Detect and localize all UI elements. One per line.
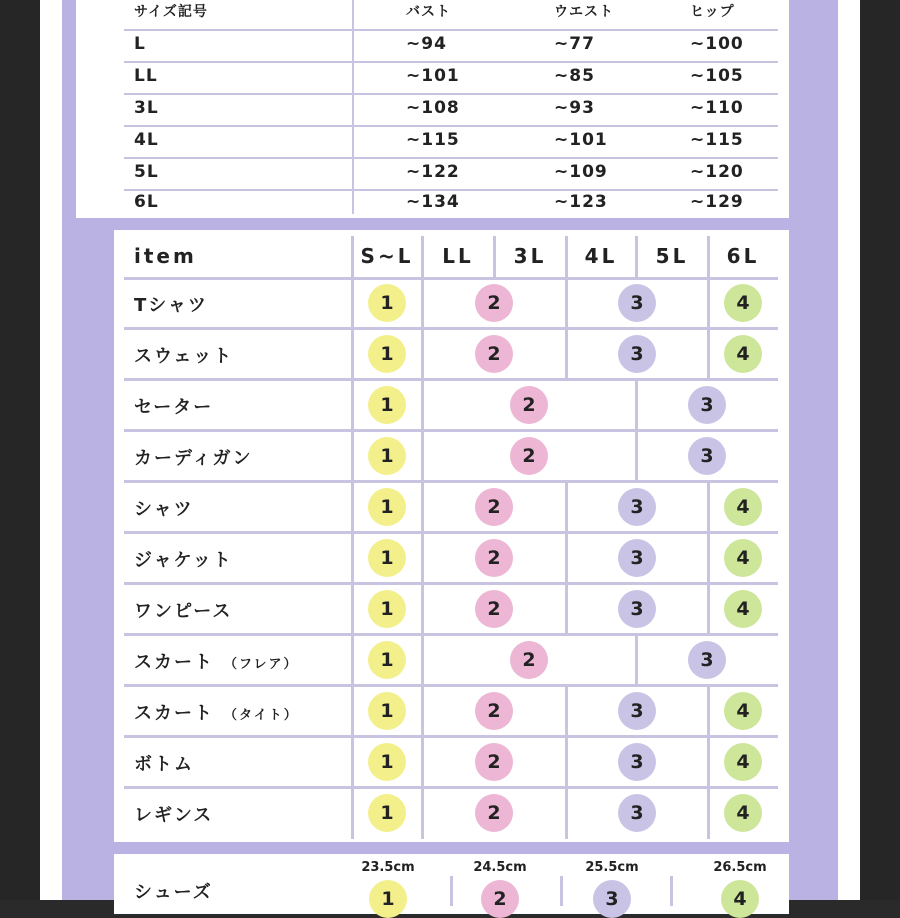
shoe-divider [450, 876, 453, 906]
size-table-row [124, 126, 778, 159]
header-size-2: 3L [513, 244, 547, 268]
header-size-3: 4L [584, 244, 618, 268]
size-mark-1: 1 [368, 488, 406, 526]
group-divider [635, 431, 638, 482]
measurement-cell: ~115 [406, 130, 460, 150]
size-table-header [124, 0, 778, 31]
measurement-cell: ~101 [406, 66, 460, 86]
header-divider [493, 236, 496, 278]
size-mark-3: 3 [688, 386, 726, 424]
group-divider [421, 584, 424, 635]
group-divider [421, 737, 424, 788]
group-divider [635, 635, 638, 686]
size-mark-3: 3 [618, 335, 656, 373]
header-hip: ヒップ [690, 4, 735, 20]
header-waist: ウエスト [554, 4, 614, 20]
item-name [134, 750, 194, 776]
size-mark-4: 4 [724, 539, 762, 577]
size-mark-1: 1 [368, 284, 406, 322]
size-mark-3: 3 [688, 437, 726, 475]
group-divider [707, 278, 710, 329]
measurement-cell: ~108 [406, 98, 460, 118]
shoe-size-label: 26.5cm [713, 860, 767, 875]
size-mark-4: 4 [724, 488, 762, 526]
name-divider [351, 431, 354, 482]
group-divider [635, 380, 638, 431]
item-name [134, 801, 213, 827]
group-divider [565, 788, 568, 839]
size-code-cell: LL [134, 66, 158, 86]
group-divider [565, 482, 568, 533]
item-name-note: （タイト） [224, 708, 299, 723]
size-mark-4: 4 [724, 590, 762, 628]
group-divider [421, 482, 424, 533]
size-mark-1: 1 [368, 641, 406, 679]
item-name-text: レギンス [134, 805, 214, 826]
group-divider [707, 788, 710, 839]
item-name-text: ジャケット [134, 550, 233, 571]
name-divider [351, 482, 354, 533]
item-name-text: スウェット [134, 346, 234, 367]
size-mark-3: 3 [618, 590, 656, 628]
measurement-cell: ~94 [406, 34, 447, 54]
size-mark-1: 1 [368, 743, 406, 781]
name-divider [351, 278, 354, 329]
name-divider [351, 329, 354, 380]
group-divider [421, 278, 424, 329]
size-mark-4: 4 [724, 743, 762, 781]
shoe-size-label: 25.5cm [585, 860, 639, 875]
shoe-divider [560, 876, 563, 906]
measurement-cell: ~120 [690, 162, 744, 182]
measurement-cell: ~110 [690, 98, 744, 118]
size-mark-1: 1 [368, 539, 406, 577]
left-dark-margin [0, 0, 40, 900]
group-divider [565, 533, 568, 584]
item-name [134, 393, 213, 419]
group-divider [421, 635, 424, 686]
size-table-row [124, 62, 778, 95]
item-row [124, 686, 778, 737]
size-mark-1: 1 [368, 386, 406, 424]
group-divider [565, 584, 568, 635]
item-name [134, 597, 232, 623]
name-divider [351, 686, 354, 737]
shoe-mark-1: 1 [369, 880, 407, 918]
size-mark-1: 1 [368, 437, 406, 475]
size-mark-3: 3 [618, 743, 656, 781]
measurement-cell: ~105 [690, 66, 744, 86]
item-size-table [124, 236, 778, 836]
name-divider [351, 737, 354, 788]
size-mark-2: 2 [475, 692, 513, 730]
shoes-label: シューズ [134, 882, 213, 903]
size-mark-4: 4 [724, 335, 762, 373]
item-name-text: Tシャツ [134, 295, 208, 316]
header-size-code: サイズ記号 [134, 4, 208, 20]
item-name [134, 444, 253, 470]
size-mark-3: 3 [618, 794, 656, 832]
size-mark-3: 3 [618, 488, 656, 526]
header-bust: バスト [406, 4, 451, 20]
name-divider [351, 635, 354, 686]
size-mark-2: 2 [475, 488, 513, 526]
item-row [124, 482, 778, 533]
measurement-cell: ~123 [554, 192, 608, 212]
header-size-1: LL [442, 244, 474, 268]
group-divider [707, 584, 710, 635]
size-mark-2: 2 [475, 335, 513, 373]
item-row [124, 788, 778, 839]
group-divider [565, 278, 568, 329]
measurement-cell: ~134 [406, 192, 460, 212]
size-mark-3: 3 [618, 692, 656, 730]
shoe-size-label: 23.5cm [361, 860, 415, 875]
size-mark-3: 3 [618, 539, 656, 577]
size-mark-3: 3 [688, 641, 726, 679]
item-name-text: ボトム [134, 754, 194, 775]
item-row [124, 533, 778, 584]
group-divider [707, 482, 710, 533]
size-code-cell: 4L [134, 130, 159, 150]
group-divider [565, 329, 568, 380]
item-name-text: ワンピース [134, 601, 233, 622]
item-name [134, 648, 298, 674]
item-name [134, 342, 233, 368]
item-name [134, 291, 208, 317]
group-divider [421, 788, 424, 839]
item-name-text: スカート [134, 703, 214, 724]
header-size-0: S~L [360, 244, 414, 268]
size-mark-1: 1 [368, 692, 406, 730]
size-mark-2: 2 [510, 386, 548, 424]
shoe-mark-3: 3 [593, 880, 631, 918]
right-dark-margin [860, 0, 900, 900]
size-mark-2: 2 [510, 641, 548, 679]
item-name-text: スカート [134, 652, 214, 673]
measurement-cell: ~101 [554, 130, 608, 150]
size-mark-4: 4 [724, 794, 762, 832]
group-divider [421, 533, 424, 584]
size-mark-3: 3 [618, 284, 656, 322]
item-row [124, 380, 778, 431]
size-mark-2: 2 [475, 794, 513, 832]
shoe-size-label: 24.5cm [473, 860, 527, 875]
item-row [124, 329, 778, 380]
item-row [124, 584, 778, 635]
header-divider [565, 236, 568, 278]
header-divider [351, 236, 354, 278]
group-divider [565, 686, 568, 737]
size-mark-4: 4 [724, 284, 762, 322]
measurement-cell: ~100 [690, 34, 744, 54]
size-table-row [124, 94, 778, 127]
size-mark-2: 2 [510, 437, 548, 475]
item-row [124, 431, 778, 482]
measurement-cell: ~109 [554, 162, 608, 182]
shoe-mark-4: 4 [721, 880, 759, 918]
size-mark-1: 1 [368, 335, 406, 373]
group-divider [707, 329, 710, 380]
measurement-cell: ~77 [554, 34, 595, 54]
group-divider [421, 686, 424, 737]
name-divider [351, 533, 354, 584]
group-divider [707, 737, 710, 788]
size-mark-2: 2 [475, 539, 513, 577]
header-size-5: 6L [726, 244, 760, 268]
size-table-row [124, 158, 778, 191]
measurement-cell: ~129 [690, 192, 744, 212]
size-code-cell: 5L [134, 162, 159, 182]
size-code-cell: 6L [134, 192, 159, 212]
size-mark-2: 2 [475, 284, 513, 322]
header-size-4: 5L [655, 244, 689, 268]
group-divider [707, 533, 710, 584]
item-row [124, 737, 778, 788]
size-table-row [124, 30, 778, 63]
group-divider [421, 431, 424, 482]
item-name [134, 546, 233, 572]
item-name-text: セーター [134, 397, 214, 418]
item-name-text: シャツ [134, 499, 194, 520]
measurement-cell: ~115 [690, 130, 744, 150]
size-code-cell: 3L [134, 98, 159, 118]
group-divider [565, 737, 568, 788]
item-name-note: （フレア） [224, 657, 299, 672]
item-name [134, 495, 194, 521]
group-divider [707, 686, 710, 737]
name-divider [351, 584, 354, 635]
measurement-cell: ~93 [554, 98, 595, 118]
item-name [134, 699, 299, 725]
size-mark-2: 2 [475, 590, 513, 628]
size-mark-1: 1 [368, 794, 406, 832]
header-divider [421, 236, 424, 278]
item-name-text: カーディガン [134, 448, 253, 469]
item-row [124, 278, 778, 329]
size-table-row [124, 188, 778, 219]
size-mark-1: 1 [368, 590, 406, 628]
size-code-cell: L [134, 34, 146, 54]
header-divider [635, 236, 638, 278]
size-mark-4: 4 [724, 692, 762, 730]
group-divider [421, 329, 424, 380]
header-item: item [134, 244, 197, 268]
shoe-divider [670, 876, 673, 906]
group-divider [421, 380, 424, 431]
name-divider [351, 788, 354, 839]
header-divider [707, 236, 710, 278]
size-mark-2: 2 [475, 743, 513, 781]
name-divider [351, 380, 354, 431]
measurement-cell: ~85 [554, 66, 595, 86]
measurement-cell: ~122 [406, 162, 460, 182]
item-row [124, 635, 778, 686]
shoe-mark-2: 2 [481, 880, 519, 918]
